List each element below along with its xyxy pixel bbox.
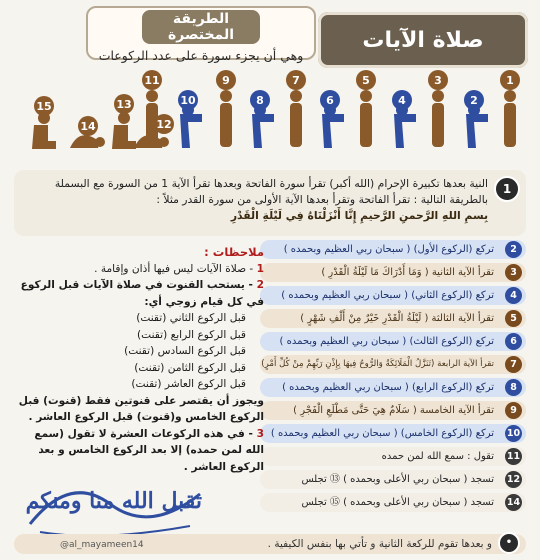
step-row-4 [260, 286, 526, 305]
author-handle: @al_mayameen14 [60, 540, 144, 550]
step-text: تركع (الركوع الثالث) ( سبحان ربي العظيم وبحمده ) [279, 336, 494, 347]
step-text: تركع (الركوع الرابع) ( سبحان ربي العظيم وبحمده ) [282, 382, 494, 393]
step-row-11 [260, 447, 526, 466]
figure-badge-1: 1 [500, 70, 520, 90]
step-1-box [14, 170, 526, 236]
prayer-positions-row [14, 70, 526, 166]
figure-badge-6: 6 [320, 90, 340, 110]
step-row-2 [260, 240, 526, 259]
step-text: تقرأ الآية الثانية ( وَمَا أَدْرَاكَ مَا لَيْلَةُ الْقَدْرِ ) [321, 267, 494, 278]
step-row-6 [260, 332, 526, 351]
step-number: 14 [505, 494, 522, 511]
figure-7 [290, 90, 302, 147]
step-row-8 [260, 378, 526, 397]
figure-10 [180, 104, 202, 148]
step-1-line-3: بِسمِ اللهِ الرَّحمنِ الرَّحيمِ إِنَّا أَنْزَلْنَاهُ فِي لَيْلَةِ الْقَدْرِ [230, 209, 488, 222]
note-sub-line: قبل الركوع الثامن (تقنت) [134, 361, 246, 374]
step-number: 7 [505, 356, 522, 373]
step-number: 4 [505, 287, 522, 304]
step-text: تقرأ الآية الثالثة ( لَيْلَةُ الْقَدْرِ خَيْرٌ مِنْ أَلْفِ شَهْرٍ ) [300, 313, 494, 324]
notes-section [14, 244, 264, 475]
note-number: 3 [256, 427, 264, 440]
note-sub-line: قبل الركوع العاشر (تقنت) [131, 378, 246, 390]
figure-badge-5: 5 [356, 70, 376, 90]
figure-badge-9: 9 [216, 70, 236, 90]
page-title: صلاة الآيات [318, 12, 528, 68]
note-text: - يستحب القنوت في صلاة الآيات قبل الركوع في كل قيام زوجي أي: [20, 279, 264, 308]
note-number: 2 [256, 279, 264, 291]
note-text: - في هذه الركوعات العشرة لا تقول (سمع الله لمن حمده) إلا بعد الركوع الخامس و بعد الركوع العاشر . [34, 427, 264, 473]
step-row-10 [260, 424, 526, 443]
figure-5 [360, 90, 372, 147]
figure-1 [504, 90, 516, 147]
figure-2 [466, 104, 488, 148]
figure-badge-2: 2 [464, 90, 484, 110]
step-number: 8 [505, 379, 522, 396]
figure-9 [220, 90, 232, 147]
step-number: 6 [505, 333, 522, 350]
note-2 [14, 277, 264, 310]
subtitle-box [86, 6, 316, 63]
figure-badge-15: 15 [34, 96, 54, 116]
steps-list [260, 240, 526, 532]
step-row-9 [260, 401, 526, 420]
calligraphy-logo [20, 464, 210, 542]
figure-badge-4: 4 [392, 90, 412, 110]
figure-12 [134, 135, 169, 148]
figure-3 [432, 90, 444, 147]
step-text: تركع (الركوع الثاني) ( سبحان ربي العظيم وبحمده ) [281, 290, 494, 301]
bullet-icon: • [498, 532, 520, 554]
figure-6 [322, 104, 344, 148]
figure-badge-14: 14 [78, 116, 98, 136]
figure-badge-3: 3 [428, 70, 448, 90]
step-row-14 [260, 493, 526, 512]
step-text: تقول : سمع الله لمن حمده [381, 451, 494, 462]
subtitle-heading: الطريقة المختصرة [142, 10, 260, 44]
note-sub-line: قبل الركوع السادس (تقنت) [124, 345, 246, 357]
figure-8 [252, 104, 274, 148]
step-row-3 [260, 263, 526, 282]
note-2b: ويجوز أن يقتصر على قنوتين فقط (قنوت) قبل الركوع الخامس و(قنوت) قبل الركوع العاشر . [18, 394, 264, 423]
step-number: 10 [505, 425, 522, 442]
note-sub-line: قبل الركوع الثاني (تقنت) [136, 312, 246, 324]
final-instruction-text: و بعدها تقوم للركعة الثانية و تأتي بها بنفس الكيفية . [267, 538, 492, 550]
note-1 [14, 261, 264, 278]
figure-badge-13: 13 [114, 94, 134, 114]
figure-badge-10: 10 [178, 90, 198, 110]
figure-badge-11: 11 [142, 70, 162, 90]
step-text: تقرأ الآية الخامسة ( سَلَامٌ هِيَ حَتَّى مَطْلَعِ الْفَجْرِ ) [293, 405, 494, 416]
calligraphy-text: تقبل الله منا ومنكم [25, 488, 202, 514]
step-1-line-1: النية بعدها تكبيرة الإحرام (الله أكبر) تقرأ سورة الفاتحة وبعدها تقرأ الآية 1 من السورة مع البسملة [54, 177, 488, 190]
step-number: 9 [505, 402, 522, 419]
step-text: تسجد ( سبحان ربي الأعلى وبحمده ) ⑬ تجلس [301, 474, 494, 485]
figure-4 [394, 104, 416, 148]
figure-14 [70, 135, 105, 148]
step-row-7 [260, 355, 526, 374]
figure-badge-8: 8 [250, 90, 270, 110]
step-text: تركع (الركوع الخامس) ( سبحان ربي العظيم وبحمده ) [270, 428, 494, 439]
step-number: 5 [505, 310, 522, 327]
step-row-12 [260, 470, 526, 489]
figure-badge-7: 7 [286, 70, 306, 90]
notes-title: ملاحظات : [204, 245, 264, 259]
step-row-5 [260, 309, 526, 328]
step-1-line-2: بالطريقة التالية : تقرأ الفاتحة وتقرأ بعدها الآية الأولى من سورة القدر مثلاً : [156, 193, 488, 206]
step-number: 12 [505, 471, 522, 488]
figure-13 [112, 112, 136, 149]
step-number: 3 [505, 264, 522, 281]
figure-15 [32, 112, 56, 149]
note-number: 1 [256, 262, 264, 275]
note-sub-line: قبل الركوع الرابع (تقنت) [137, 328, 246, 341]
step-text: تركع (الركوع الأول) ( سبحان ربي العظيم وبحمده ) [283, 244, 494, 255]
subtitle-text: وهي أن يجزء سورة على عدد الركوعات [98, 48, 304, 63]
step-text: تقرأ الآية الرابعة (تَنَزَّلُ الْمَلَائِكَةُ وَالرُّوحُ فِيهَا بِإِذْنِ رَبِّهِمْ مِنْ كُلِّ أَمْرٍ) [261, 359, 494, 369]
step-number: 1 [494, 176, 520, 202]
note-text: - صلاة الآيات ليس فيها أذان وإقامة . [94, 262, 254, 275]
step-text: تسجد ( سبحان ربي الأعلى وبحمده ) ⑮ تجلس [301, 497, 494, 508]
step-number: 2 [505, 241, 522, 258]
figure-badge-12: 12 [154, 114, 174, 134]
step-number: 11 [505, 448, 522, 465]
